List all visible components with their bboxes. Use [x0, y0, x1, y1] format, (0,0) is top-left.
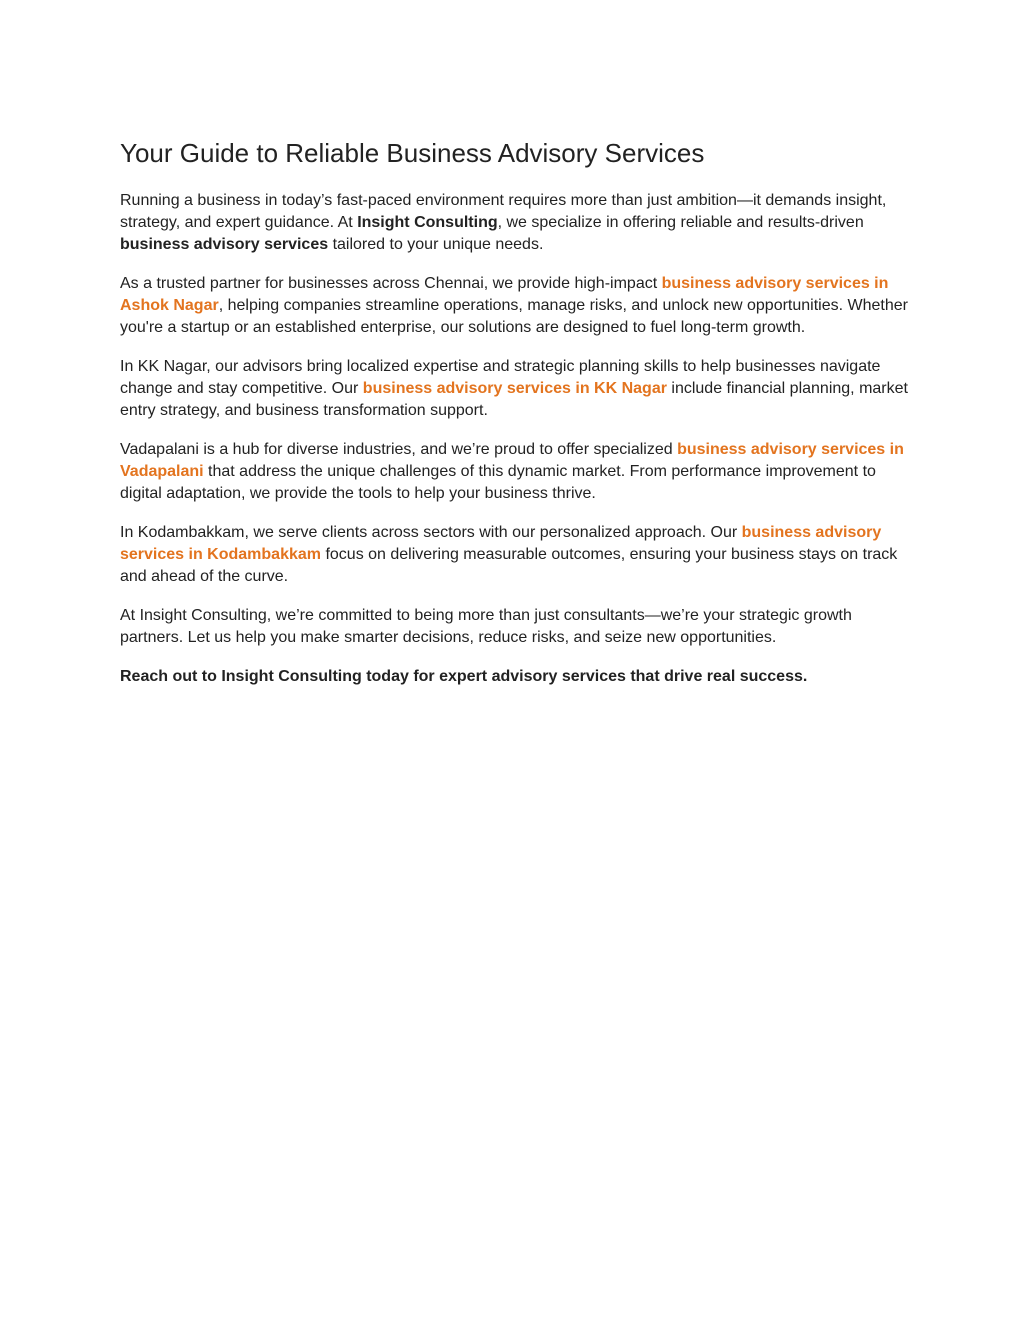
services-bold: business advisory services	[120, 236, 329, 253]
kodambakkam-paragraph	[120, 522, 910, 588]
vadapalani-paragraph	[120, 439, 910, 505]
ashok-nagar-link[interactable]: business advisory services in Ashok Nagar	[120, 275, 889, 314]
kk-nagar-link[interactable]: business advisory services in KK Nagar	[362, 380, 667, 397]
vadapalani-text-1: Vadapalani is a hub for diverse industries, and we’re proud to offer specialized	[120, 441, 678, 458]
kodambakkam-link[interactable]: business advisory services in Kodambakkam	[120, 524, 882, 563]
kodambakkam-text-2: focus on delivering measurable outcomes, ensuring your business stays on track and ahead of the curve.	[120, 546, 898, 585]
page-title: Your Guide to Reliable Business Advisory Services	[120, 138, 705, 168]
intro-text-3: tailored to your unique needs.	[328, 236, 544, 253]
document-body	[120, 136, 910, 705]
call-to-action-paragraph: Reach out to Insight Consulting today for expert advisory services that drive real success.	[120, 668, 808, 685]
company-name-bold: Insight Consulting	[357, 214, 498, 231]
ashok-nagar-text-2: , helping companies streamline operations, manage risks, and unlock new opportunities. Whether you're a startup or an established enterprise, our solutions are designed to fuel long-term growth.	[120, 297, 908, 336]
intro-text-1: Running a business in today’s fast-paced environment requires more than just ambition—it demands insight, strategy, and expert guidance. At	[120, 192, 887, 231]
intro-text-2: , we specialize in offering reliable and results-driven	[497, 214, 864, 231]
kk-nagar-text-2: include financial planning, market entry strategy, and business transformation support.	[120, 380, 908, 419]
kk-nagar-paragraph	[120, 356, 910, 422]
ashok-nagar-paragraph	[120, 273, 910, 339]
vadapalani-text-2: that address the unique challenges of this dynamic market. From performance improvement to digital adaptation, we provide the tools to help your business thrive.	[120, 463, 876, 502]
kk-nagar-text-1: In KK Nagar, our advisors bring localized expertise and strategic planning skills to help businesses navigate change and stay competitive. Our	[120, 358, 881, 397]
kodambakkam-text-1: In Kodambakkam, we serve clients across sectors with our personalized approach. Our	[120, 524, 742, 541]
commitment-paragraph: At Insight Consulting, we’re committed to being more than just consultants—we’re your strategic growth partners. Let us help you make smarter decisions, reduce risks, and seize new opportunities.	[120, 607, 852, 646]
ashok-nagar-text-1: As a trusted partner for businesses across Chennai, we provide high-impact	[120, 275, 662, 292]
vadapalani-link[interactable]: business advisory services in Vadapalani	[120, 441, 904, 480]
intro-paragraph	[120, 190, 910, 256]
